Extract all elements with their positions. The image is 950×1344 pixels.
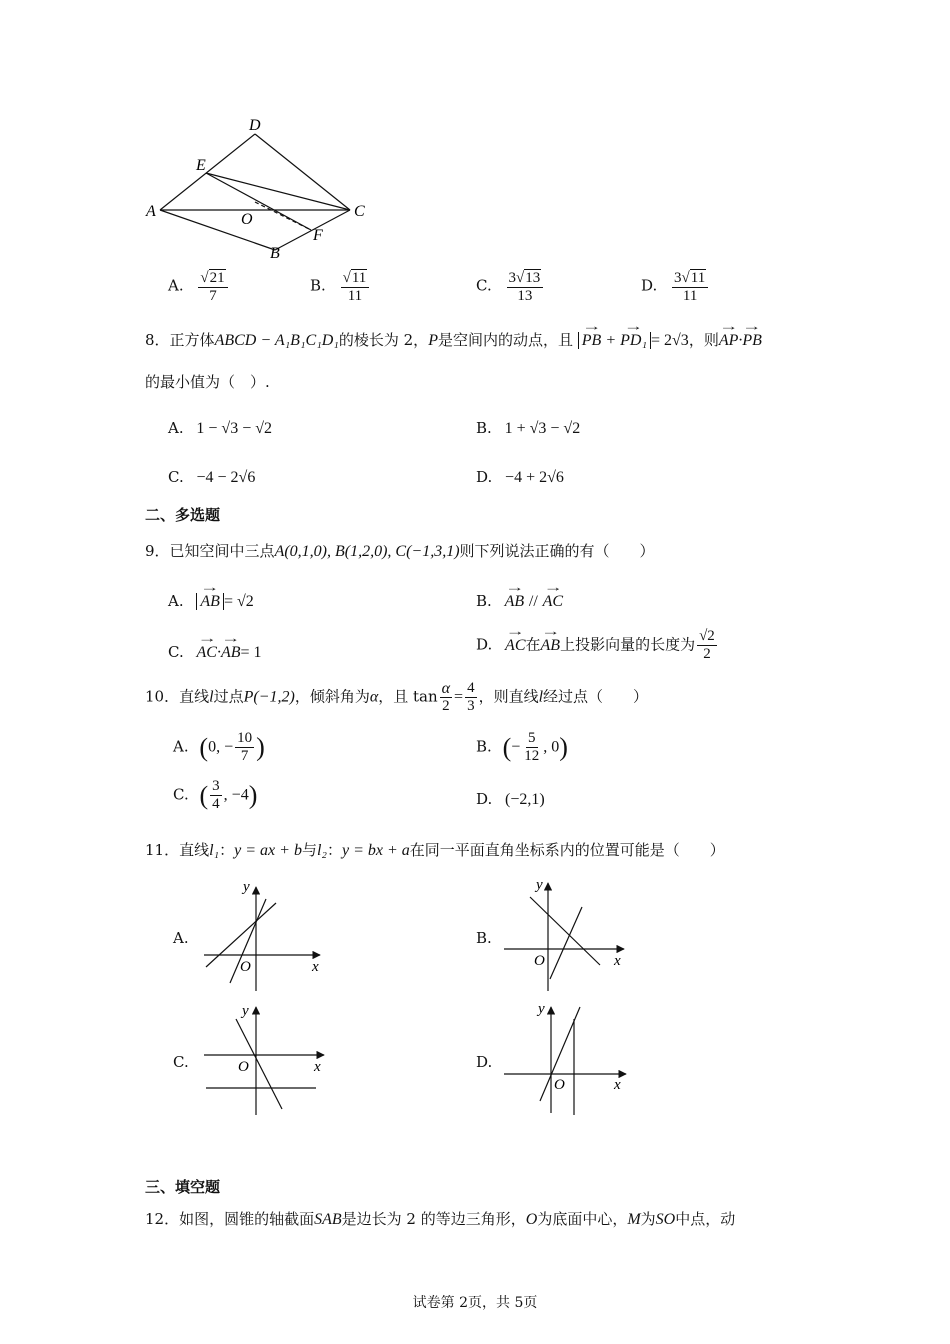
fraction: $\frac{3}{4}$	[212, 778, 220, 812]
option-value: −4 − 2√6	[196, 469, 256, 486]
alpha: α	[369, 688, 379, 706]
option-letter: C.	[168, 468, 184, 486]
q10-text: 直线	[179, 687, 210, 706]
q11-text: 在同一平面直角坐标系内的位置可能是（ ）	[409, 841, 725, 859]
edge-AD	[160, 134, 255, 210]
option-letter: D.	[476, 790, 493, 808]
q11-option-c[interactable]: C.	[173, 1053, 189, 1071]
option-letter: A.	[173, 737, 189, 756]
label-A: A	[146, 203, 156, 220]
q9-points: A(0,1,0), B(1,2,0), C(−1,3,1)	[274, 543, 460, 560]
triangle-sab: SAB	[314, 1211, 342, 1228]
q11-graph-b[interactable]	[500, 873, 640, 995]
norm-value: = 2√3	[651, 332, 689, 349]
origin-label: O	[554, 1077, 565, 1093]
option-value: (−2,1)	[505, 791, 545, 808]
equation-l1: y = ax + b	[234, 842, 302, 859]
option-text: 上投影向量的长度为	[560, 635, 696, 654]
q7-option-c[interactable]	[476, 268, 545, 305]
q9-text: 已知空间中三点	[169, 542, 275, 560]
q8-stem-line2: 的最小值为（ ）.	[145, 373, 270, 391]
q9-option-c[interactable]	[168, 642, 262, 663]
option-letter: C.	[168, 643, 184, 661]
option-value: = √2	[223, 593, 254, 610]
fraction: $\frac{\alpha}{2}$	[441, 680, 451, 714]
q12-text: 为	[640, 1210, 656, 1228]
x-label: x	[314, 1059, 321, 1075]
q8-stem	[145, 330, 762, 351]
q9-option-a[interactable]	[168, 591, 254, 612]
point-o: O	[525, 1211, 538, 1228]
q8-text: 正方体	[169, 331, 215, 349]
q9-option-d[interactable]	[476, 628, 719, 663]
option-text: 在	[525, 635, 541, 654]
y-label: y	[536, 877, 543, 893]
fraction: $\frac{√11}{11}$	[341, 268, 370, 305]
parallel-symbol: //	[528, 593, 538, 610]
dot-product: → AP·→ PB	[719, 332, 762, 349]
q12-stem	[145, 1209, 735, 1230]
q11-stem	[145, 840, 725, 861]
line-l: l	[538, 688, 544, 706]
edge-EC	[206, 173, 350, 210]
q9-stem	[145, 541, 655, 562]
q9-text: 则下列说法正确的有（ ）	[459, 542, 655, 560]
point-p: P	[428, 332, 438, 349]
q11-text: 与	[301, 841, 317, 859]
q11-option-a[interactable]: A.	[173, 929, 189, 947]
q8-option-c[interactable]	[168, 467, 255, 488]
option-letter: B.	[476, 737, 492, 756]
edge-DC	[255, 134, 350, 210]
geometry-figure	[140, 110, 380, 270]
fraction: $\frac{4}{3}$	[467, 680, 475, 714]
label-C: C	[354, 203, 365, 220]
fraction: $\frac{3√13}{13}$	[507, 268, 544, 305]
vector-ab: → AB	[541, 637, 561, 654]
label-E: E	[196, 157, 206, 174]
q11-option-d[interactable]: D.	[476, 1053, 493, 1071]
label-F: F	[313, 227, 323, 244]
q10-text: 过点	[213, 687, 244, 706]
label-O: O	[241, 211, 253, 228]
option-value: 1 + √3 − √2	[504, 420, 581, 437]
line-l1: l₁	[209, 842, 220, 859]
fraction: $\frac{5}{12}$	[524, 730, 540, 764]
segment-so: SO	[655, 1211, 676, 1228]
colon: ：	[219, 841, 235, 859]
q10-stem	[145, 680, 648, 715]
q7-option-a[interactable]	[168, 268, 230, 305]
question-number: 12．	[145, 1210, 180, 1228]
q10-option-c[interactable]: C. ( $\frac{3}{4}$ , −4)	[173, 778, 258, 812]
point-m: M	[627, 1211, 641, 1228]
equation-l2: y = bx + a	[341, 842, 410, 859]
question-number: 8．	[145, 331, 170, 349]
label-D: D	[249, 117, 261, 134]
edge-AB	[160, 210, 275, 250]
option-letter: B.	[476, 419, 492, 437]
q11-graph-a[interactable]	[200, 875, 340, 995]
point-p: P(−1,2)	[243, 688, 295, 706]
q10-option-d[interactable]	[476, 789, 545, 810]
vector-norm: → AB	[196, 593, 224, 610]
dot-product: → AC·→ AB	[197, 644, 241, 661]
q12-text: 中点，动	[675, 1210, 736, 1228]
fraction: $\frac{3√11}{11}$	[672, 268, 708, 305]
q8-option-a[interactable]	[168, 418, 272, 439]
q11-graph-d[interactable]	[500, 997, 640, 1119]
fraction: $\frac{√2}{2}$	[699, 628, 715, 662]
option-letter: C.	[173, 785, 189, 804]
option-value: 1 − √3 − √2	[196, 420, 272, 437]
option-letter: A.	[168, 276, 184, 295]
vector-ac: → AC	[543, 593, 563, 610]
q8-option-b[interactable]	[476, 418, 580, 439]
option-value: , −4	[223, 786, 249, 804]
q12-text: 是边长为 2 的等边三角形，	[341, 1210, 526, 1228]
y-label: y	[243, 879, 250, 895]
q11-graph-c[interactable]	[200, 997, 340, 1119]
line-l2: l₂	[316, 842, 327, 859]
q10-text: 经过点（ ）	[543, 687, 649, 706]
y-label: y	[242, 1003, 249, 1019]
q10-text: ，且 tan	[378, 687, 438, 706]
option-letter: A.	[168, 592, 184, 610]
q12-text: 为底面中心，	[537, 1210, 628, 1228]
question-number: 11．	[145, 841, 180, 859]
option-letter: D.	[641, 276, 658, 295]
q10-text: ，则直线	[478, 687, 539, 706]
option-letter: C.	[476, 276, 492, 295]
vector-ac: → AC	[505, 637, 525, 654]
q11-text: 直线	[179, 841, 210, 859]
q8-text: 是空间内的动点，且	[437, 331, 573, 349]
option-value: = 1	[240, 644, 262, 661]
option-value: , 0	[543, 738, 560, 756]
q12-text: 如图，圆锥的轴截面	[179, 1210, 315, 1228]
option-letter: B.	[476, 592, 492, 610]
x-label: x	[614, 1077, 621, 1093]
q7-option-b[interactable]	[310, 268, 371, 305]
option-letter: A.	[168, 419, 184, 437]
fraction: $\frac{10}{7}$	[237, 730, 253, 764]
y-label: y	[538, 1001, 545, 1017]
page-footer: 试卷第 2页，共 5页	[412, 1295, 538, 1311]
x-label: x	[614, 953, 621, 969]
origin-label: O	[238, 1059, 249, 1075]
q7-option-d[interactable]	[641, 268, 710, 305]
fraction: $\frac{√21}{7}$	[198, 268, 227, 305]
colon: ：	[326, 841, 342, 859]
q10-option-a[interactable]: A. (0, − $\frac{10}{7}$ )	[173, 730, 265, 764]
option-letter: D.	[476, 468, 493, 486]
question-number: 9．	[145, 542, 170, 560]
q10-text: ，倾斜角为	[294, 687, 370, 706]
origin-label: O	[534, 953, 545, 969]
cube-name: ABCD − A₁B₁C₁D₁	[214, 332, 339, 349]
x-label: x	[312, 959, 319, 975]
label-B: B	[270, 245, 280, 262]
q8-text: ，则	[688, 331, 719, 349]
line-l: l	[209, 688, 214, 706]
q10-option-b[interactable]: B. (− $\frac{5}{12}$ , 0)	[476, 730, 568, 764]
section-heading-multiple-choice: 二、多选题	[145, 506, 221, 524]
section-heading-fill-in: 三、填空题	[145, 1178, 221, 1196]
option-letter: B.	[310, 276, 326, 295]
q8-text: 的棱长为 2，	[338, 331, 429, 349]
vector-sum-norm: → PB + → PD₁	[578, 332, 651, 349]
q11-option-b[interactable]: B.	[476, 929, 492, 947]
q8-option-d[interactable]	[476, 467, 564, 488]
option-value: −4 + 2√6	[505, 469, 564, 486]
equals: =	[454, 688, 464, 706]
origin-label: O	[240, 959, 251, 975]
edge-EF	[206, 173, 311, 230]
q9-option-b[interactable]	[476, 591, 563, 612]
vector-ab: → AB	[505, 593, 525, 610]
option-letter: D.	[476, 635, 493, 654]
question-number: 10．	[145, 687, 180, 706]
option-value: 0, −	[208, 738, 234, 756]
